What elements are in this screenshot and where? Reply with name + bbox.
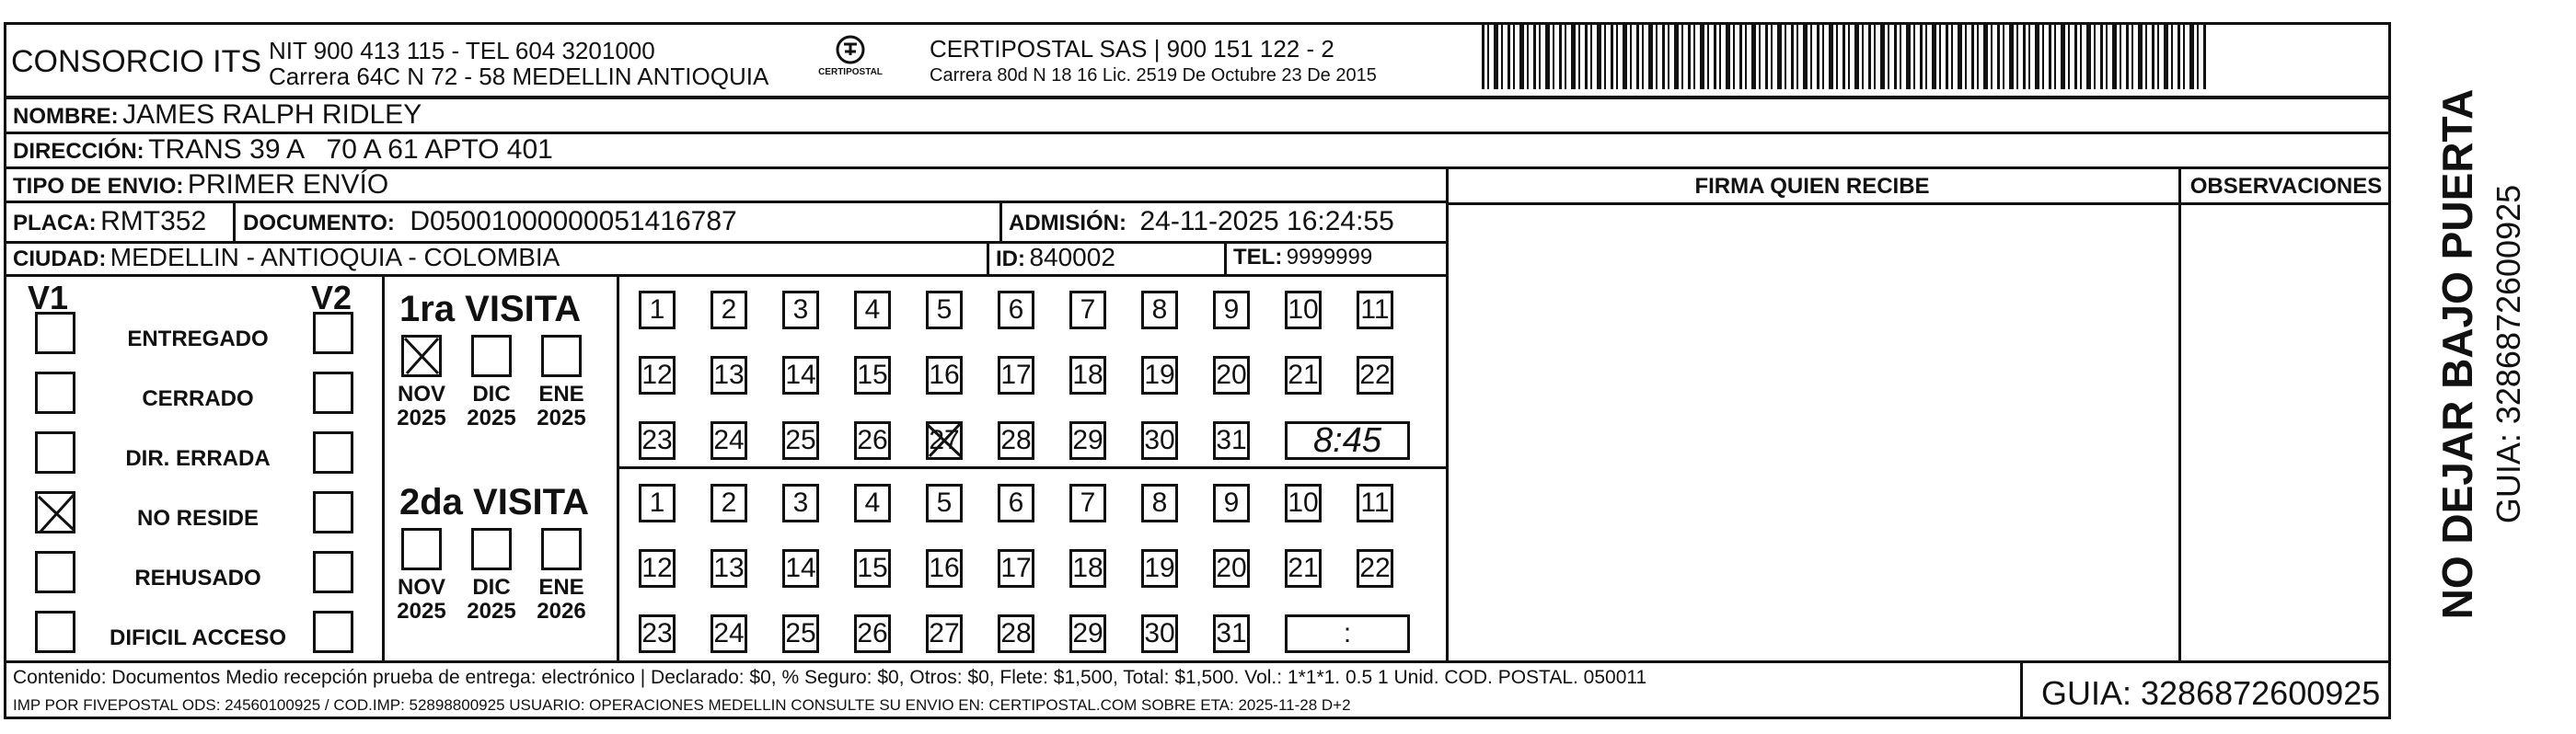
visit2-day-7[interactable]: 7 [1069,484,1106,522]
placa-field [13,208,206,235]
admision-label: ADMISIÓN: [1009,211,1126,235]
visit1-day-20[interactable]: 20 [1213,356,1250,395]
tel-label: TEL: [1233,245,1283,270]
visit2-day-14[interactable]: 14 [782,549,819,588]
visit2-day-20[interactable]: 20 [1213,549,1250,588]
v1-checkbox-4[interactable] [35,551,75,593]
admision-field [1009,208,1394,235]
visit2-day-3[interactable]: 3 [782,484,819,522]
v2-checkbox-1[interactable] [313,372,353,414]
visit1-month-label [389,383,454,431]
id-label: ID: [996,247,1025,271]
month-year: 2025 [537,406,586,431]
tipo-envio-label: TIPO DE ENVIO: [13,174,184,199]
visit2-day-19[interactable]: 19 [1141,549,1178,588]
v2-label: V2 [311,279,352,316]
month-year: 2026 [537,599,586,625]
visit2-day-17[interactable]: 17 [998,549,1034,588]
month-name: NOV [397,382,445,407]
visit1-month-checkbox[interactable] [471,335,512,377]
visit2-month-checkbox[interactable] [541,528,582,570]
documento-label: DOCUMENTO: [243,211,395,235]
side-guia: GUIA: 3286872600925 [2489,184,2527,524]
visit2-month-checkbox[interactable] [401,528,442,570]
visit1-day-9[interactable]: 9 [1213,291,1250,329]
status-label: CERRADO [142,386,254,411]
visit1-day-5[interactable]: 5 [926,291,963,329]
company-nit: NIT 900 413 115 - TEL 604 3201000 [269,37,655,64]
visit1-day-25[interactable]: 25 [782,421,819,460]
visit1-day-7[interactable]: 7 [1069,291,1106,329]
carrier-name: CERTIPOSTAL SAS | 900 151 122 - 2 [930,35,1334,63]
status-label: DIR. ERRADA [125,446,271,471]
side-warning: NO DEJAR BAJO PUERTA [2433,88,2481,620]
visit2-day-2[interactable]: 2 [710,484,747,522]
firma-header: FIRMA QUIEN RECIBE [1694,174,1930,199]
admision-value: 24-11-2025 16:24:55 [1139,206,1394,236]
visit2-time-box[interactable]: : [1285,614,1410,653]
visit1-title: 1ra VISITA [399,289,582,329]
visit2-month-label [459,576,524,625]
v2-checkbox-3[interactable] [313,491,353,533]
v1-checkbox-5[interactable] [35,611,75,653]
visit1-day-13[interactable]: 13 [710,356,747,395]
visit1-day-15[interactable]: 15 [854,356,891,395]
visit1-day-16[interactable]: 16 [926,356,963,395]
visit2-day-31[interactable]: 31 [1213,614,1250,653]
placa-value: RMT352 [100,206,207,236]
month-year: 2025 [397,599,446,625]
visit1-day-23[interactable]: 23 [639,421,676,460]
visit1-day-17[interactable]: 17 [998,356,1034,395]
status-label: REHUSADO [134,566,261,591]
visit1-day-2[interactable]: 2 [710,291,747,329]
visit1-day-19[interactable]: 19 [1141,356,1178,395]
visit2-day-8[interactable]: 8 [1141,484,1178,522]
ciudad-label: CIUDAD: [13,247,107,271]
visit2-day-4[interactable]: 4 [854,484,891,522]
footer-line1: Contenido: Documentos Medio recepción prueba de entrega: electrónico | Declarado: $0, % Seguro: $0, Otros: $0, Flete: $1,500, Total: $1,500. Vol.: 1*1*1. 0.5 1 Unid. COD. POSTAL. 050011 [13,667,1647,688]
visit1-month-label [459,383,524,431]
company-address: Carrera 64C N 72 - 58 MEDELLIN ANTIOQUIA [269,63,769,90]
month-year: 2025 [467,599,516,625]
visit2-day-30[interactable]: 30 [1141,614,1178,653]
visit2-day-23[interactable]: 23 [639,614,676,653]
handwritten-x-mark [33,489,79,535]
visit1-day-4[interactable]: 4 [854,291,891,329]
placa-label: PLACA: [13,211,97,235]
visit1-day-1[interactable]: 1 [639,291,676,329]
visit1-day-30[interactable]: 30 [1141,421,1178,460]
visit1-day-12[interactable]: 12 [639,356,676,395]
visit1-day-26[interactable]: 26 [854,421,891,460]
visit1-day-14[interactable]: 14 [782,356,819,395]
visit1-day-3[interactable]: 3 [782,291,819,329]
footer-guia: GUIA: 3286872600925 [2041,674,2381,712]
visit1-month-checkbox[interactable] [541,335,582,377]
visit1-day-6[interactable]: 6 [998,291,1034,329]
handwritten-x-mark [924,419,965,460]
status-label: DIFICIL ACCESO [109,625,286,650]
visit1-day-27[interactable]: 27 [926,421,963,460]
v2-checkbox-2[interactable] [313,431,353,474]
visit1-day-22[interactable]: 22 [1357,356,1393,395]
visit2-day-21[interactable]: 21 [1285,549,1322,588]
v2-checkbox-4[interactable] [313,551,353,593]
documento-value: D05001000000051416787 [410,206,737,236]
nombre-label: NOMBRE: [13,104,119,129]
v2-checkbox-0[interactable] [313,312,353,354]
visit2-day-18[interactable]: 18 [1069,549,1106,588]
company-name: CONSORCIO ITS [11,44,262,79]
carrier-address: Carrera 80d N 18 16 Lic. 2519 De Octubre 23 De 2015 [930,65,1377,86]
visit2-day-11[interactable]: 11 [1357,484,1393,522]
direccion-value: TRANS 39 A 70 A 61 APTO 401 [148,134,553,165]
visit2-day-12[interactable]: 12 [639,549,676,588]
status-label: ENTREGADO [127,327,269,351]
visit2-day-13[interactable]: 13 [710,549,747,588]
visit2-day-25[interactable]: 25 [782,614,819,653]
visit1-month-label [529,383,594,431]
visit1-time-box[interactable]: 8:45 [1285,421,1410,460]
visit1-day-28[interactable]: 28 [998,421,1034,460]
footer-line2: IMP POR FIVEPOSTAL ODS: 24560100925 / COD.IMP: 52898800925 USUARIO: OPERACIONES MEDELLIN CONSULTE SU ENVIO EN: CERTIPOSTAL.COM SOBRE ETA: 2025-11-28 D+2 [13,696,1351,714]
v1-checkbox-1[interactable] [35,372,75,414]
visit2-day-10[interactable]: 10 [1285,484,1322,522]
visit1-day-8[interactable]: 8 [1141,291,1178,329]
month-name: NOV [397,575,445,600]
visit2-day-27[interactable]: 27 [926,614,963,653]
direccion-field [13,136,553,164]
month-year: 2025 [467,406,516,431]
visit2-day-29[interactable]: 29 [1069,614,1106,653]
visit1-day-24[interactable]: 24 [710,421,747,460]
visit2-day-24[interactable]: 24 [710,614,747,653]
visit1-day-31[interactable]: 31 [1213,421,1250,460]
visit1-day-18[interactable]: 18 [1069,356,1106,395]
visit2-day-6[interactable]: 6 [998,484,1034,522]
nombre-value: JAMES RALPH RIDLEY [122,99,422,130]
tel-field [1233,247,1372,269]
visit2-day-15[interactable]: 15 [854,549,891,588]
logo-text: CERTIPOSTAL [818,67,883,77]
documento-field [243,208,737,235]
ciudad-field [13,245,560,270]
visit1-day-21[interactable]: 21 [1285,356,1322,395]
direccion-label: DIRECCIÓN: [13,139,144,164]
nombre-field [13,101,422,129]
month-name: ENE [538,575,584,600]
month-year: 2025 [397,406,446,431]
v2-checkbox-5[interactable] [313,611,353,653]
v1-checkbox-2[interactable] [35,431,75,474]
visit2-day-5[interactable]: 5 [926,484,963,522]
visit2-day-16[interactable]: 16 [926,549,963,588]
tel-value: 9999999 [1286,245,1373,270]
header-frame [4,22,2391,98]
v1-label: V1 [28,279,69,316]
visit2-month-label [529,576,594,625]
visit2-day-28[interactable]: 28 [998,614,1034,653]
visit2-month-checkbox[interactable] [471,528,512,570]
month-name: DIC [472,382,511,407]
visit2-month-label [389,576,454,625]
visit2-title: 2da VISITA [399,482,589,522]
id-value: 840002 [1029,243,1115,271]
visit2-day-26[interactable]: 26 [854,614,891,653]
tipo-envio-value: PRIMER ENVÍO [187,169,389,200]
ciudad-value: MEDELLIN - ANTIOQUIA - COLOMBIA [110,243,560,271]
visit2-day-22[interactable]: 22 [1357,549,1393,588]
status-label: NO RESIDE [136,506,260,531]
visit1-day-11[interactable]: 11 [1357,291,1393,329]
handwritten-x-mark [399,333,444,379]
tipo-envio-field [13,171,388,199]
v1-checkbox-0[interactable] [35,312,75,354]
visit2-day-1[interactable]: 1 [639,484,676,522]
visit2-day-9[interactable]: 9 [1213,484,1250,522]
id-field [996,245,1115,270]
visit1-day-10[interactable]: 10 [1285,291,1322,329]
month-name: ENE [538,382,584,407]
visit1-day-29[interactable]: 29 [1069,421,1106,460]
observaciones-header: OBSERVACIONES [2189,174,2383,199]
month-name: DIC [472,575,511,600]
